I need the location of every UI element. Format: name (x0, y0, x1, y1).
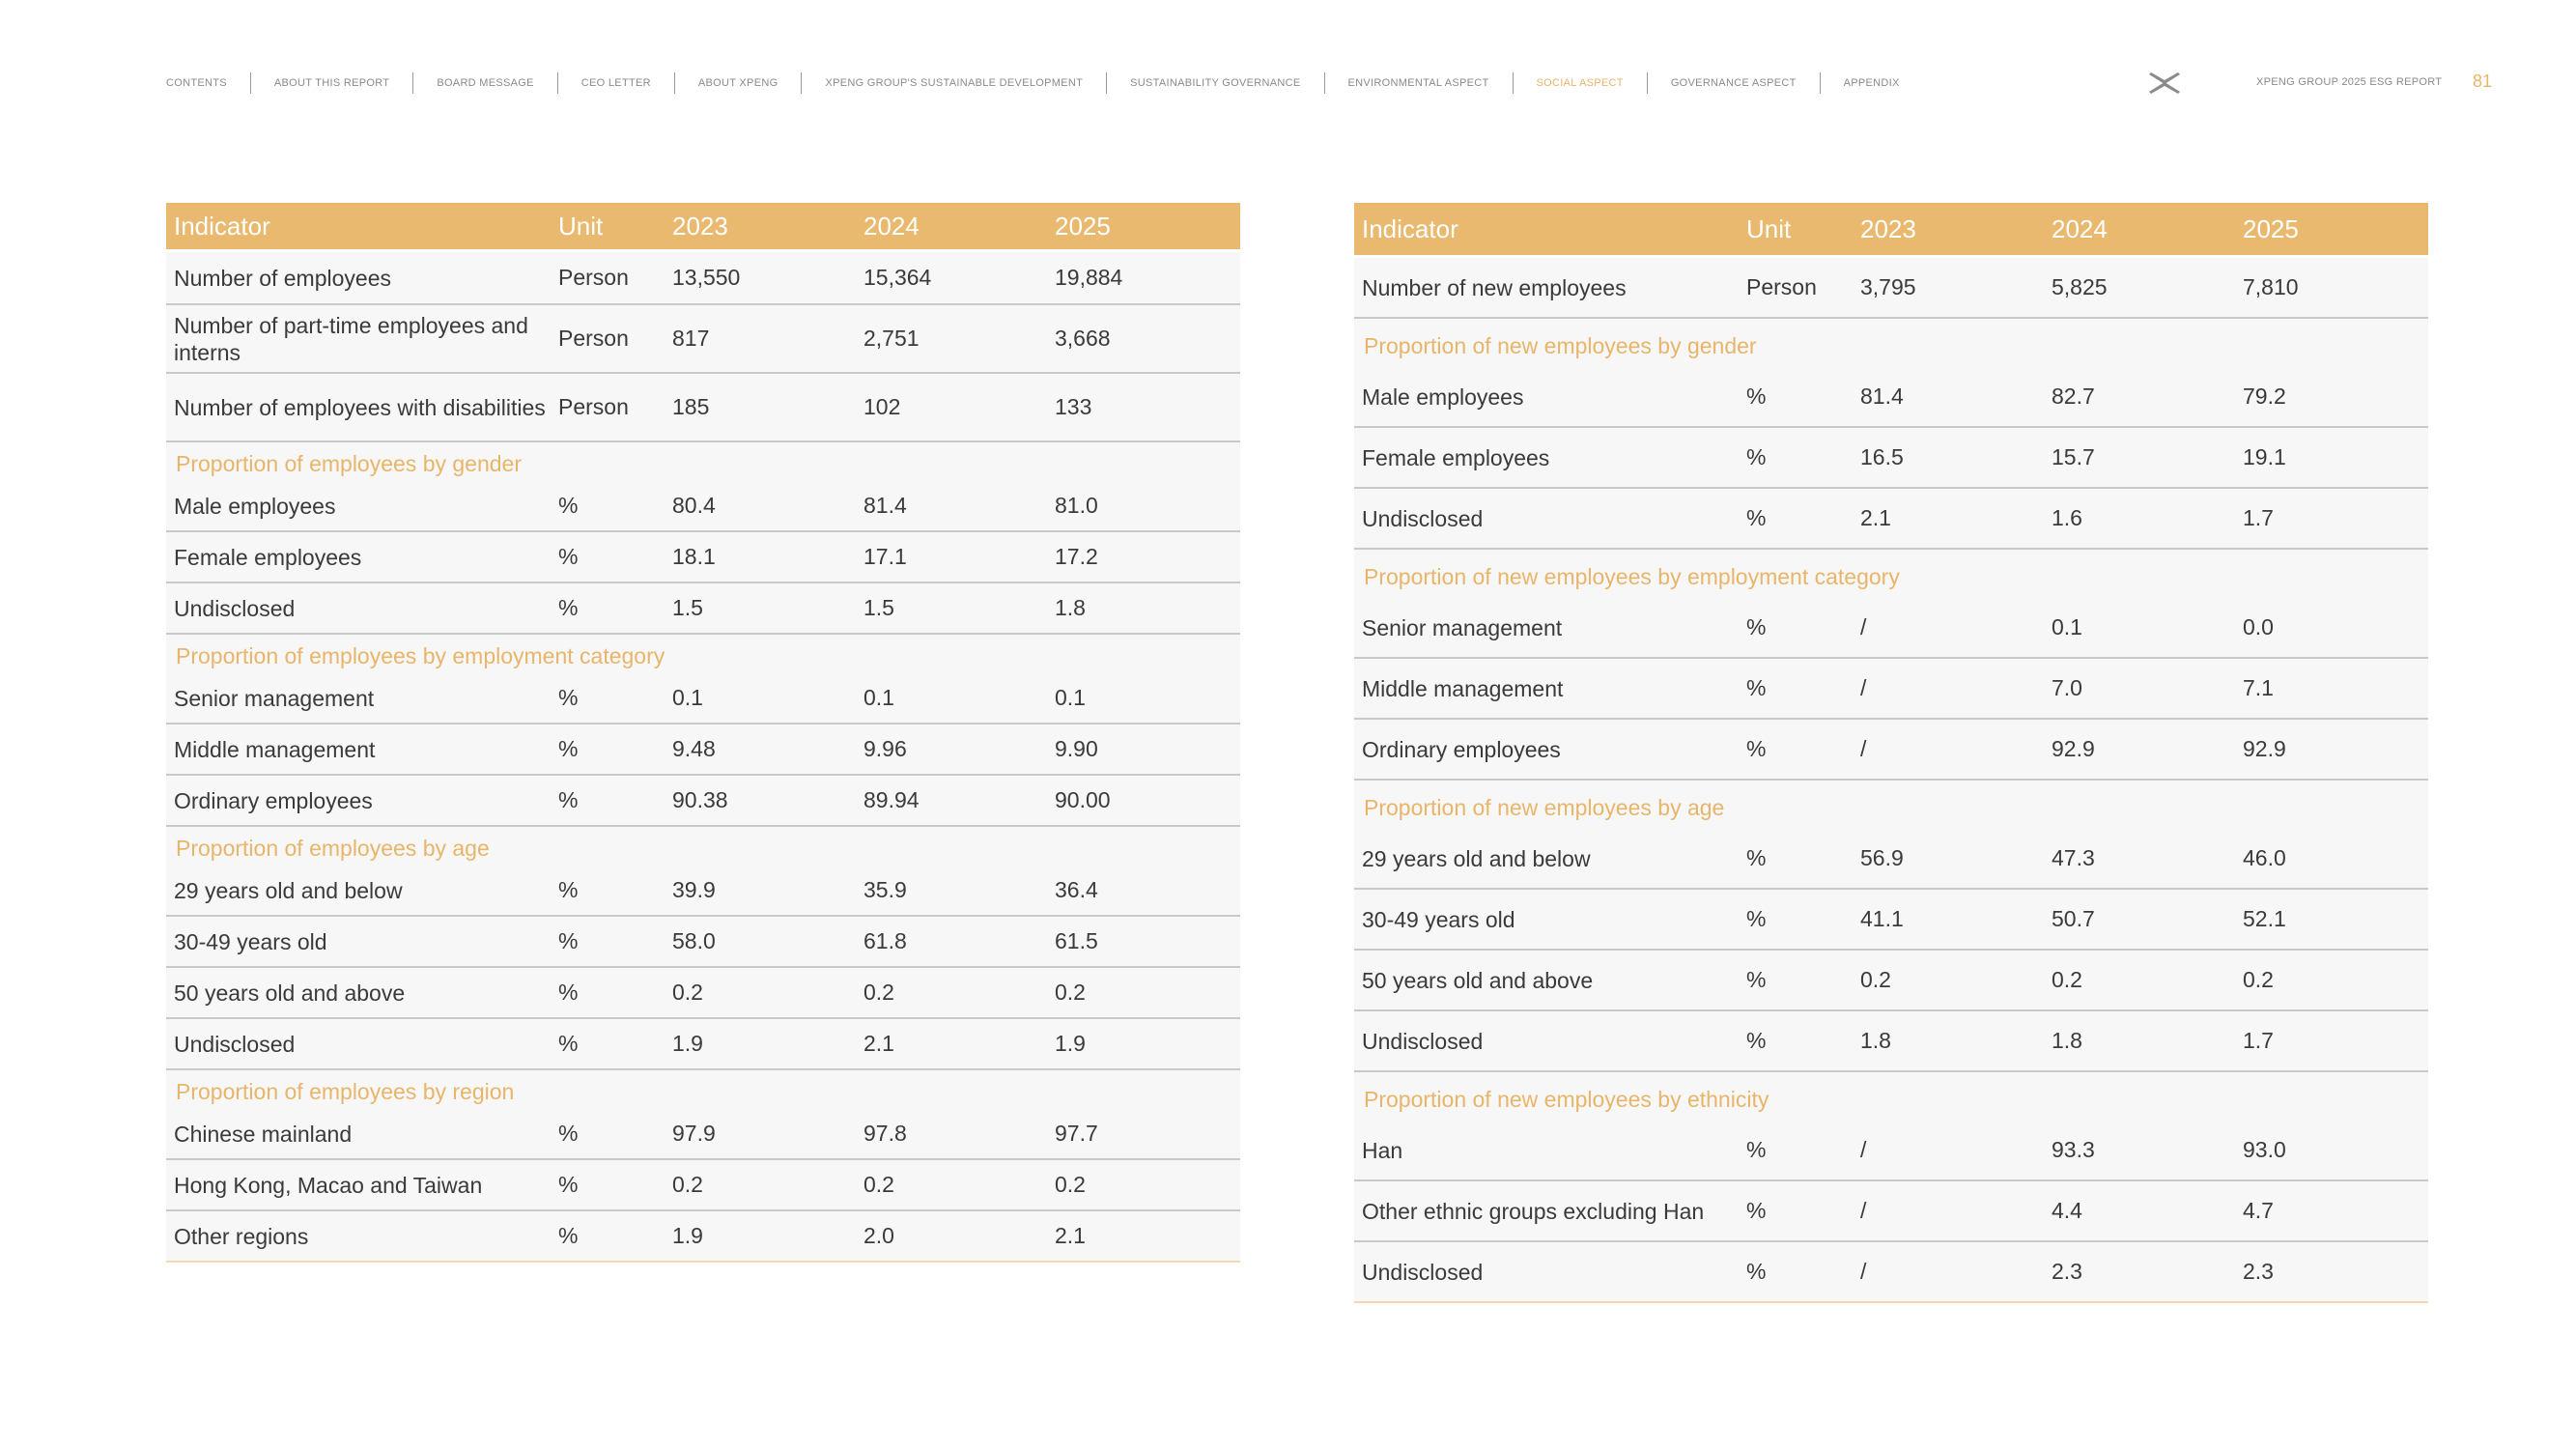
column-header-unit: Unit (558, 211, 604, 241)
section-heading: Proportion of new employees by ethnicity (1354, 1072, 2428, 1121)
table-header (166, 203, 1240, 249)
table-row (1354, 1181, 2428, 1242)
cell-2025: 0.0 (2243, 614, 2274, 639)
nav-separator (1647, 72, 1648, 94)
cell-2023: 0.2 (672, 980, 703, 1005)
cell-indicator: Other ethnic groups excluding Han (1362, 1198, 1705, 1224)
cell-indicator: Chinese mainland (174, 1121, 353, 1147)
cell-unit: % (1746, 1259, 1767, 1284)
column-header-2023: 2023 (672, 211, 728, 241)
cell-unit: % (558, 1121, 579, 1146)
table-row (166, 532, 1240, 583)
section-heading: Proportion of employees by employment category (166, 635, 1240, 673)
cell-indicator: Number of employees with disabilities (174, 394, 546, 420)
nav-separator (1820, 72, 1821, 94)
cell-2024: 50.7 (2052, 906, 2095, 931)
cell-2024: 47.3 (2052, 845, 2095, 870)
cell-2024: 17.1 (863, 544, 907, 569)
cell-2024: 0.2 (863, 980, 894, 1005)
cell-indicator: 30-49 years old (174, 928, 327, 954)
cell-indicator: Ordinary employees (1362, 736, 1561, 762)
column-header-2025: 2025 (1055, 211, 1111, 241)
section-heading: Proportion of employees by gender (166, 442, 1240, 481)
cell-2023: 1.5 (672, 595, 703, 620)
cell-2023: 90.38 (672, 787, 728, 812)
table-row (1354, 258, 2428, 319)
column-header-indicator: Indicator (174, 211, 270, 241)
section-heading: Proportion of employees by age (166, 827, 1240, 866)
cell-2025: 36.4 (1055, 877, 1098, 902)
cell-unit: % (558, 736, 579, 761)
cell-2025: 19,884 (1055, 265, 1123, 290)
cell-2025: 1.7 (2243, 505, 2274, 530)
column-header-2024: 2024 (863, 211, 920, 241)
cell-2025: 81.0 (1055, 493, 1098, 518)
nav-separator (1106, 72, 1107, 94)
nav-separator (801, 72, 802, 94)
cell-2023: / (1860, 736, 1867, 761)
cell-2023: 41.1 (1860, 906, 1904, 931)
cell-unit: % (1746, 906, 1767, 931)
cell-indicator: Senior management (1362, 614, 1563, 640)
nav-separator (1513, 72, 1514, 94)
cell-2023: 97.9 (672, 1121, 716, 1146)
cell-2023: 185 (672, 394, 710, 419)
nav-item-appendix[interactable]: APPENDIX (1843, 77, 1900, 89)
section-heading: Proportion of employees by region (166, 1070, 1240, 1109)
cell-2023: / (1860, 1198, 1867, 1223)
table-row (166, 305, 1240, 374)
top-navigation (166, 71, 1900, 95)
cell-2025: 1.7 (2243, 1028, 2274, 1053)
page-number: 81 (2473, 71, 2493, 91)
table-row (166, 724, 1240, 776)
cell-2024: 2,751 (863, 326, 920, 351)
cell-indicator: Ordinary employees (174, 787, 373, 813)
cell-2024: 0.1 (2052, 614, 2082, 639)
cell-2024: 7.0 (2052, 675, 2082, 700)
cell-unit: % (1746, 614, 1767, 639)
cell-2024: 81.4 (863, 493, 907, 518)
cell-indicator: Undisclosed (1362, 505, 1484, 531)
cell-2025: 79.2 (2243, 384, 2286, 409)
cell-2025: 61.5 (1055, 928, 1098, 953)
cell-unit: % (558, 1223, 579, 1248)
nav-item-ceo-letter[interactable]: CEO LETTER (580, 77, 651, 89)
cell-unit: % (558, 787, 579, 812)
cell-2025: 1.9 (1055, 1031, 1086, 1056)
cell-indicator: Number of employees (174, 265, 391, 291)
cell-2024: 1.6 (2052, 505, 2082, 530)
table-row (166, 1211, 1240, 1263)
cell-2024: 61.8 (863, 928, 907, 953)
cell-2023: 1.9 (672, 1223, 703, 1248)
cell-2025: 0.2 (2243, 967, 2274, 992)
cell-2025: 17.2 (1055, 544, 1098, 569)
cell-unit: % (558, 928, 579, 953)
cell-2025: 0.2 (1055, 1172, 1086, 1197)
nav-item-sustainability-governance[interactable]: SUSTAINABILITY GOVERNANCE (1130, 77, 1301, 89)
table-row (1354, 829, 2428, 890)
nav-separator (250, 72, 251, 94)
cell-2023: 39.9 (672, 877, 716, 902)
cell-indicator: Number of part-time employees and interns (174, 312, 528, 365)
column-header-2024: 2024 (2052, 213, 2108, 243)
nav-item-xpeng-group-s-sustainable-development[interactable]: XPENG GROUP'S SUSTAINABLE DEVELOPMENT (825, 77, 1084, 89)
cell-2024: 92.9 (2052, 736, 2095, 761)
section-heading: Proportion of new employees by age (1354, 781, 2428, 829)
cell-2025: 90.00 (1055, 787, 1111, 812)
cell-indicator: Han (1362, 1137, 1403, 1163)
cell-unit: % (1746, 967, 1767, 992)
nav-separator (1324, 72, 1325, 94)
section-heading: Proportion of new employees by gender (1354, 319, 2428, 367)
cell-2024: 2.3 (2052, 1259, 2082, 1284)
cell-unit: % (1746, 736, 1767, 761)
cell-unit: % (558, 877, 579, 902)
column-header-unit: Unit (1746, 213, 1792, 243)
cell-unit: % (558, 685, 579, 710)
table-row (1354, 951, 2428, 1011)
cell-2023: 13,550 (672, 265, 741, 290)
cell-unit: Person (558, 326, 629, 351)
cell-2025: 0.2 (1055, 980, 1086, 1005)
section-heading: Proportion of new employees by employment category (1354, 550, 2428, 598)
nav-item-social-aspect[interactable]: SOCIAL ASPECT (1536, 77, 1624, 89)
cell-unit: % (558, 980, 579, 1005)
cell-2025: 133 (1055, 394, 1092, 419)
cell-2025: 9.90 (1055, 736, 1098, 761)
cell-2024: 97.8 (863, 1121, 907, 1146)
cell-indicator: Senior management (174, 685, 375, 711)
cell-indicator: Male employees (174, 493, 336, 519)
cell-unit: % (1746, 384, 1767, 409)
cell-2024: 0.2 (2052, 967, 2082, 992)
cell-2023: 16.5 (1860, 444, 1904, 469)
table-row (1354, 1121, 2428, 1181)
nav-item-board-message[interactable]: BOARD MESSAGE (437, 77, 534, 89)
cell-unit: % (558, 1031, 579, 1056)
cell-2023: 56.9 (1860, 845, 1904, 870)
table-row (1354, 890, 2428, 951)
table-row (166, 374, 1240, 442)
table-row (166, 1019, 1240, 1070)
cell-2025: 7,810 (2243, 274, 2299, 299)
nav-item-governance-aspect[interactable]: GOVERNANCE ASPECT (1670, 77, 1797, 89)
cell-indicator: Middle management (1362, 675, 1564, 701)
table-row (1354, 428, 2428, 489)
cell-2024: 1.8 (2052, 1028, 2082, 1053)
cell-2025: 7.1 (2243, 675, 2274, 700)
cell-2024: 1.5 (863, 595, 894, 620)
cell-2025: 97.7 (1055, 1121, 1098, 1146)
cell-indicator: Middle management (174, 736, 376, 762)
cell-2023: 81.4 (1860, 384, 1904, 409)
cell-2024: 2.1 (863, 1031, 894, 1056)
cell-2023: 817 (672, 326, 710, 351)
cell-indicator: Undisclosed (1362, 1028, 1484, 1054)
cell-unit: % (558, 1172, 579, 1197)
nav-item-about-xpeng[interactable]: ABOUT XPENG (697, 77, 778, 89)
cell-unit: Person (558, 394, 629, 419)
nav-item-about-this-report[interactable]: ABOUT THIS REPORT (273, 77, 390, 89)
cell-2025: 92.9 (2243, 736, 2286, 761)
cell-unit: % (1746, 1137, 1767, 1162)
table-row (1354, 659, 2428, 720)
cell-indicator: 50 years old and above (174, 980, 406, 1006)
table-row (166, 1160, 1240, 1211)
table-row (166, 968, 1240, 1019)
cell-2023: 0.1 (672, 685, 703, 710)
cell-unit: Person (558, 265, 629, 290)
cell-2024: 2.0 (863, 1223, 894, 1248)
cell-2023: 2.1 (1860, 505, 1891, 530)
cell-indicator: Male employees (1362, 384, 1524, 410)
cell-2025: 2.1 (1055, 1223, 1086, 1248)
nav-separator (412, 72, 413, 94)
cell-2024: 89.94 (863, 787, 920, 812)
cell-indicator: Other regions (174, 1223, 309, 1249)
cell-2024: 9.96 (863, 736, 907, 761)
cell-indicator: 50 years old and above (1362, 967, 1594, 993)
cell-unit: % (558, 595, 579, 620)
cell-2023: / (1860, 614, 1867, 639)
table-row (1354, 367, 2428, 428)
nav-separator (674, 72, 675, 94)
new-employees-table (1354, 203, 2428, 1303)
table-row (166, 673, 1240, 724)
table-row (166, 481, 1240, 532)
cell-2023: 0.2 (672, 1172, 703, 1197)
table-row (1354, 1011, 2428, 1072)
table-row (166, 252, 1240, 305)
cell-2024: 0.1 (863, 685, 894, 710)
table-row (1354, 1242, 2428, 1303)
table-body (166, 252, 1240, 1263)
cell-2024: 15,364 (863, 265, 932, 290)
cell-unit: % (558, 544, 579, 569)
cell-2024: 15.7 (2052, 444, 2095, 469)
report-title: XPENG GROUP 2025 ESG REPORT (2256, 76, 2443, 88)
cell-unit: % (1746, 845, 1767, 870)
xpeng-logo-icon[interactable] (2148, 71, 2181, 95)
cell-unit: % (1746, 505, 1767, 530)
nav-item-contents[interactable]: CONTENTS (166, 77, 227, 89)
table-header (1354, 203, 2428, 255)
cell-2024: 35.9 (863, 877, 907, 902)
cell-2024: 5,825 (2052, 274, 2108, 299)
cell-unit: % (1746, 1198, 1767, 1223)
nav-item-environmental-aspect[interactable]: ENVIRONMENTAL ASPECT (1347, 77, 1489, 89)
table-row (1354, 720, 2428, 781)
cell-indicator: 30-49 years old (1362, 906, 1515, 932)
cell-2023: 3,795 (1860, 274, 1916, 299)
cell-2025: 4.7 (2243, 1198, 2274, 1223)
cell-2024: 82.7 (2052, 384, 2095, 409)
table-row (166, 776, 1240, 827)
cell-2025: 2.3 (2243, 1259, 2274, 1284)
cell-2023: 58.0 (672, 928, 716, 953)
cell-unit: % (1746, 675, 1767, 700)
cell-indicator: Female employees (1362, 444, 1550, 470)
table-row (1354, 598, 2428, 659)
table-row (166, 1109, 1240, 1160)
cell-2023: 80.4 (672, 493, 716, 518)
cell-indicator: Number of new employees (1362, 274, 1627, 300)
cell-2025: 93.0 (2243, 1137, 2286, 1162)
cell-2025: 1.8 (1055, 595, 1086, 620)
cell-2025: 52.1 (2243, 906, 2286, 931)
column-header-indicator: Indicator (1362, 213, 1458, 243)
cell-2023: 1.8 (1860, 1028, 1891, 1053)
cell-2024: 4.4 (2052, 1198, 2082, 1223)
cell-indicator: 29 years old and below (1362, 845, 1591, 871)
cell-2025: 46.0 (2243, 845, 2286, 870)
table-row (166, 866, 1240, 917)
cell-2024: 102 (863, 394, 901, 419)
cell-2023: / (1860, 1259, 1867, 1284)
cell-indicator: Undisclosed (174, 1031, 296, 1057)
cell-unit: Person (1746, 274, 1817, 299)
cell-2023: 0.2 (1860, 967, 1891, 992)
cell-indicator: Female employees (174, 544, 362, 570)
nav-separator (557, 72, 558, 94)
cell-2023: 9.48 (672, 736, 716, 761)
table-row (166, 917, 1240, 968)
cell-2023: 1.9 (672, 1031, 703, 1056)
cell-indicator: Undisclosed (174, 595, 296, 621)
cell-2024: 0.2 (863, 1172, 894, 1197)
cell-indicator: 29 years old and below (174, 877, 403, 903)
cell-unit: % (1746, 444, 1767, 469)
cell-indicator: Undisclosed (1362, 1259, 1484, 1285)
column-header-2025: 2025 (2243, 213, 2299, 243)
table-body (1354, 258, 2428, 1303)
column-header-2023: 2023 (1860, 213, 1916, 243)
cell-unit: % (1746, 1028, 1767, 1053)
cell-2025: 0.1 (1055, 685, 1086, 710)
cell-2023: 18.1 (672, 544, 716, 569)
employees-table (166, 203, 1240, 1263)
cell-unit: % (558, 493, 579, 518)
cell-2023: / (1860, 675, 1867, 700)
cell-2023: / (1860, 1137, 1867, 1162)
table-row (166, 583, 1240, 635)
cell-2024: 93.3 (2052, 1137, 2095, 1162)
table-row (1354, 489, 2428, 550)
cell-indicator: Hong Kong, Macao and Taiwan (174, 1172, 483, 1198)
cell-2025: 19.1 (2243, 444, 2286, 469)
cell-2025: 3,668 (1055, 326, 1111, 351)
